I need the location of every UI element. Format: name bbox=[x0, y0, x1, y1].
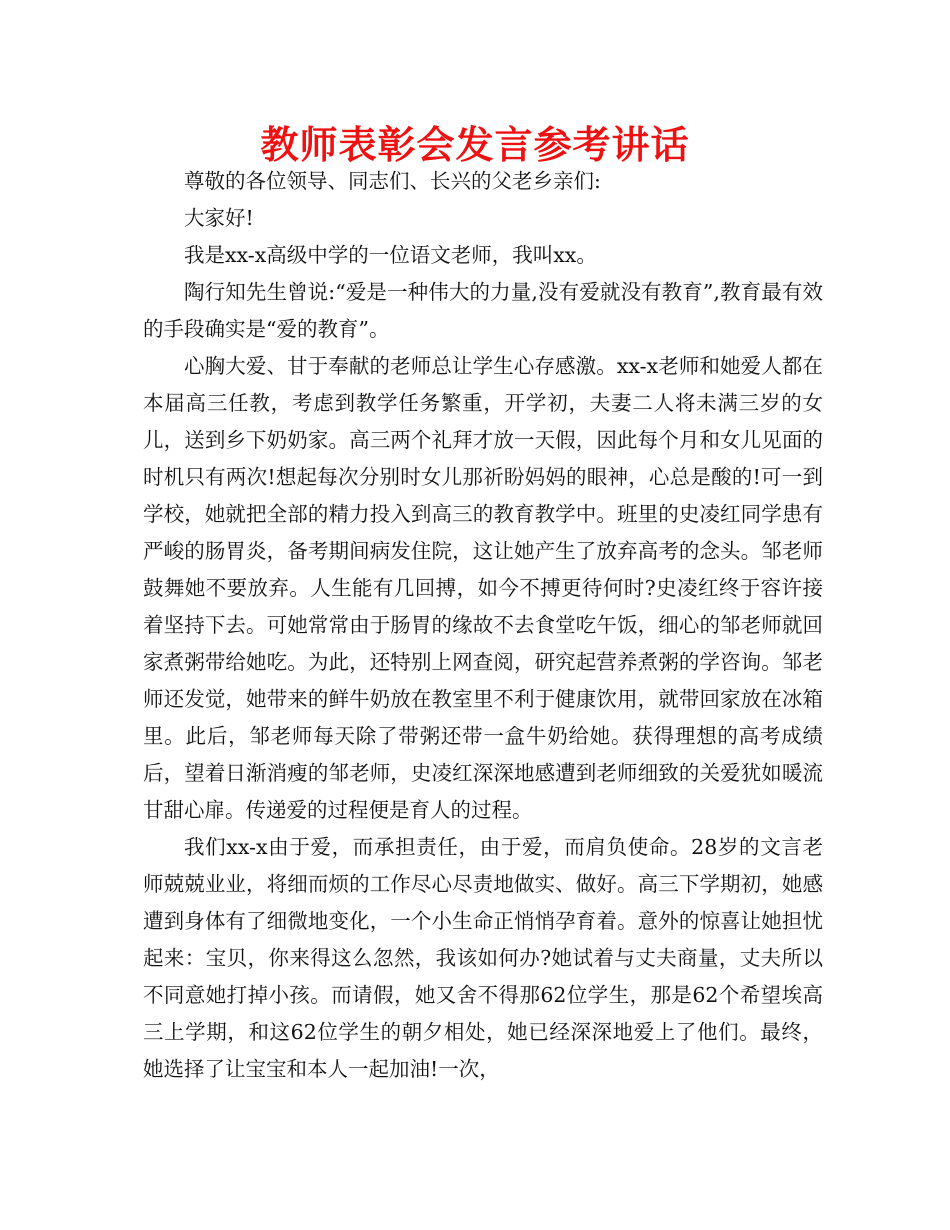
paragraph-quote: 陶行知先生曾说:“爱是一种伟大的力量,没有爱就没有教育”,教育最有效的手段确实是“爱的教育”。 bbox=[143, 280, 823, 341]
paragraph-story-1: 心胸大爱、甘于奉献的老师总让学生心存感激。xx-x老师和她爱人都在本届高三任教，考虑到教学任务繁重，开学初，夫妻二人将未满三岁的女儿，送到乡下奶奶家。高三两个礼拜才放一天假，因此每个月和女儿见面的时机只有两次!想起每次分别时女儿那祈盼妈妈的眼神，心总是酸的!可一到学校，她就把全部的精力投入到高三的教育教学中。班里的史凌红同学患有严峻的肠胃炎，备考期间病发住院，这让她产生了放弃高考的念头。邹老师鼓舞她不要放弃。人生能有几回搏，如今不搏更待何时?史凌红终于容许接着坚持下去。可她常常由于肠胃的缘故不去食堂吃午饭，细心的邹老师就回家煮粥带给她吃。为此，还特别上网查阅，研究起营养煮粥的学咨询。邹老师还发觉，她带来的鲜牛奶放在教室里不利于健康饮用，就带回家放在冰箱里。此后，邹老师每天除了带粥还带一盒牛奶给她。获得理想的高考成绩后，望着日渐消瘦的邹老师，史凌红深深地感遭到老师细致的关爱犹如暖流甘甜心扉。传递爱的过程便是育人的过程。 bbox=[143, 354, 823, 822]
document-body bbox=[143, 163, 823, 1088]
paragraph-hello: 大家好! bbox=[184, 206, 254, 230]
document-title: 教师表彰会发言参考讲话 bbox=[260, 123, 690, 167]
paragraph-intro: 我是xx-x高级中学的一位语文老师，我叫xx。 bbox=[184, 243, 597, 267]
paragraph-story-2: 我们xx-x由于爱，而承担责任，由于爱，而肩负使命。28岁的文言老师兢兢业业，将细而烦的工作尽心尽责地做实、做好。高三下学期初，她感遭到身体有了细微地变化，一个小生命正悄悄孕育着。意外的惊喜让她担忧起来：宝贝，你来得这么忽然，我该如何办?她试着与丈夫商量，丈夫所以不同意她打掉小孩。而请假，她又舍不得那62位学生，那是62个希望埃高三上学期，和这62位学生的朝夕相处，她已经深深地爱上了他们。最终，她选择了让宝宝和本人一起加油!一次， bbox=[143, 835, 823, 1081]
paragraph-greeting: 尊敬的各位领导、同志们、长兴的父老乡亲们: bbox=[184, 169, 601, 193]
